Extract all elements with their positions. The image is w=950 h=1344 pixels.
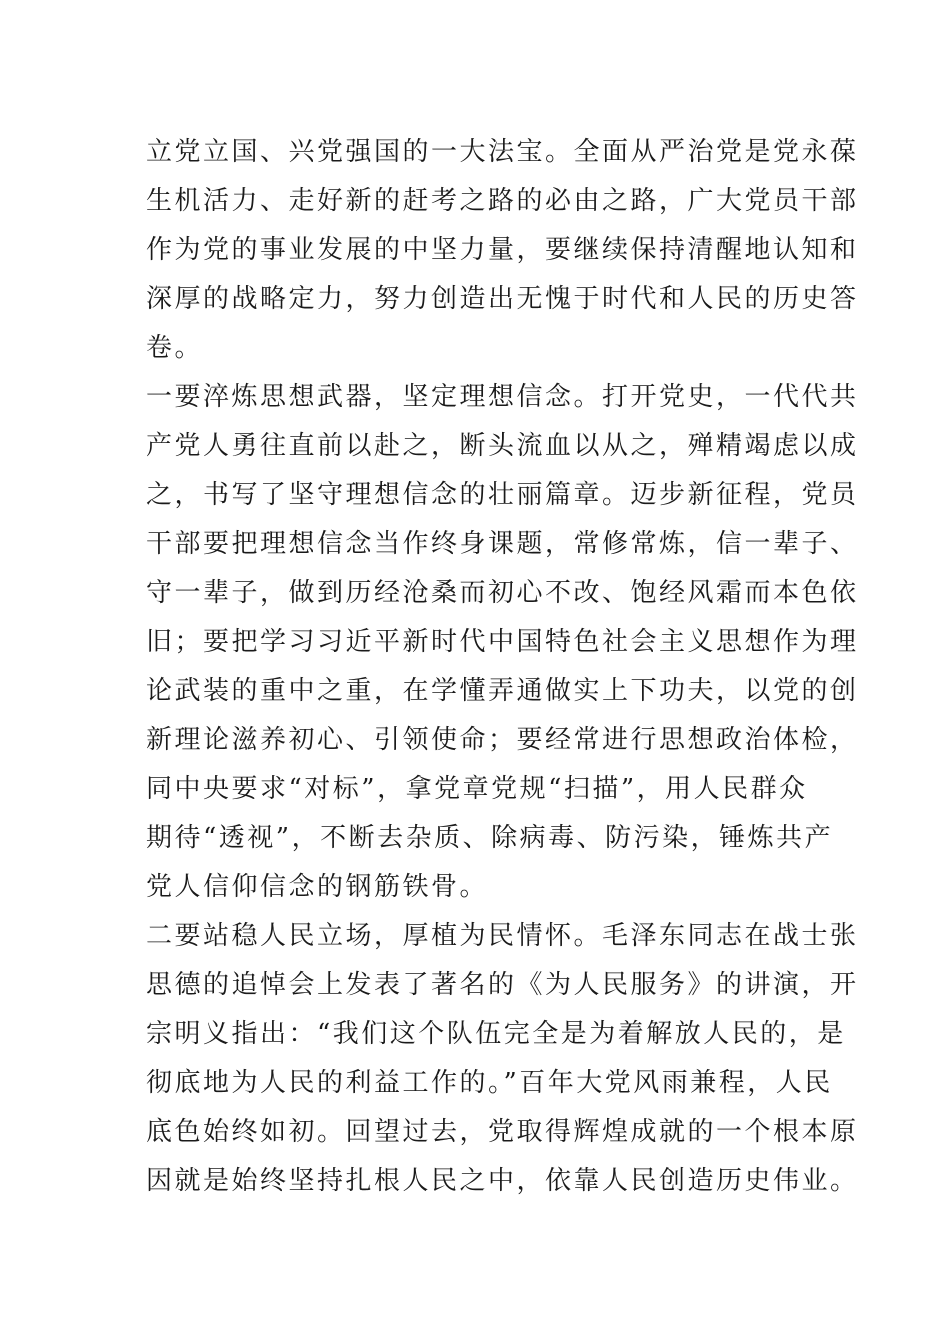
text-line: 生机活力、走好新的赶考之路的必由之路，广大党员干部 [146, 186, 859, 216]
text-line: 宗明义指出：“我们这个队伍完全是为着解放人民的，是 [146, 1019, 846, 1049]
text-line: 彻底地为人民的利益工作的。”百年大党风雨兼程，人民 [146, 1068, 833, 1098]
text-line: 同中央要求“对标”，拿党章党规“扫描”，用人民群众 [146, 774, 808, 804]
text-line: 产党人勇往直前以赴之，断头流血以从之，殚精竭虑以成 [146, 431, 859, 461]
text-line: 立党立国、兴党强国的一大法宝。全面从严治党是党永葆 [146, 137, 859, 167]
text-line: 一要淬炼思想武器，坚定理想信念。打开党史，一代代共 [146, 382, 859, 412]
text-line: 旧；要把学习习近平新时代中国特色社会主义思想作为理 [146, 627, 859, 657]
text-line: 卷。 [146, 333, 204, 363]
text-line: 新理论滋养初心、引领使命；要经常进行思想政治体检， [146, 725, 859, 755]
text-line: 党人信仰信念的钢筋铁骨。 [146, 872, 489, 902]
text-line: 论武装的重中之重，在学懂弄通做实上下功夫，以党的创 [146, 676, 859, 706]
text-line: 期待“透视”，不断去杂质、除病毒、防污染，锤炼共产 [146, 823, 834, 853]
body-text [146, 128, 859, 1206]
text-line: 底色始终如初。回望过去，党取得辉煌成就的一个根本原 [146, 1117, 859, 1147]
text-line: 思德的追悼会上发表了著名的《为人民服务》的讲演，开 [146, 970, 859, 1000]
text-line: 深厚的战略定力，努力创造出无愧于时代和人民的历史答 [146, 284, 859, 314]
text-line: 干部要把理想信念当作终身课题，常修常炼，信一辈子、 [146, 529, 859, 559]
text-line: 因就是始终坚持扎根人民之中，依靠人民创造历史伟业。 [146, 1166, 859, 1196]
text-line: 作为党的事业发展的中坚力量，要继续保持清醒地认知和 [146, 235, 859, 265]
text-line: 守一辈子，做到历经沧桑而初心不改、饱经风霜而本色依 [146, 578, 859, 608]
text-line: 之，书写了坚守理想信念的壮丽篇章。迈步新征程，党员 [146, 480, 859, 510]
text-line: 二要站稳人民立场，厚植为民情怀。毛泽东同志在战士张 [146, 921, 859, 951]
